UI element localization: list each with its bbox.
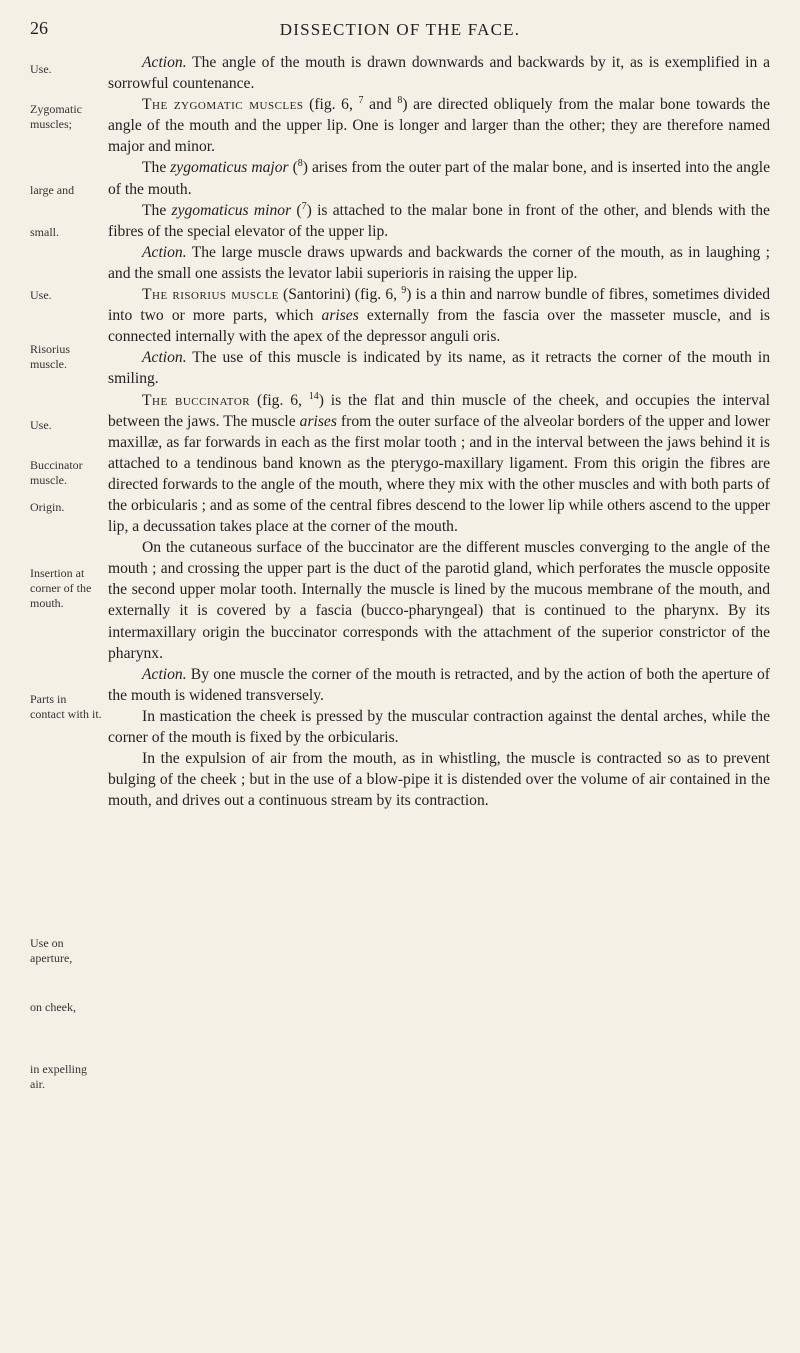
margin-note-parts-in-contact: Parts in contact with it. xyxy=(30,692,102,721)
margin-note-on-cheek: on cheek, xyxy=(30,1000,76,1014)
paragraph-lead: The zygomatic muscles xyxy=(142,96,304,114)
emphasis-arises: arises xyxy=(321,307,359,325)
page-number: 26 xyxy=(30,18,48,38)
paragraph-text: By one muscle the corner of the mouth is retracted, and by the action of both the aperture of the mouth is widened transversely. xyxy=(108,665,770,704)
paragraph-text: The large muscle draws upwards and backwards the corner of the mouth, as in laughing ; and the small one assists the levator labii superioris in raising the upper lip. xyxy=(108,243,770,282)
paragraph-text: externally from the fascia over the masseter muscle, and is connected internally with the apex of the depressor anguli oris. xyxy=(108,307,770,346)
paragraph-lead: zygomaticus minor xyxy=(171,201,292,219)
figure-number: 7 xyxy=(358,95,364,106)
margin-note-buccinator: Buccinator muscle. xyxy=(30,458,83,487)
paragraph-text: In the expulsion of air from the mouth, as in whistling, the muscle is contracted so as to prevent bulging of the cheek ; but in the use of a blow-pipe it is distended over the volume of air contained in the mouth, and drives out a continuous stream by its contraction. xyxy=(108,750,770,810)
margin-note-use: Use. xyxy=(30,62,52,76)
margin-note-risorius: Risorius muscle. xyxy=(30,342,71,371)
paragraph-lead: The buccinator xyxy=(142,391,251,409)
margin-note-insertion: Insertion at corner of the mouth. xyxy=(30,566,92,610)
margin-note-expelling-air: in expelling air. xyxy=(30,1062,87,1091)
figure-reference: (fig. 6, xyxy=(250,391,309,409)
paragraph-text: In mastication the cheek is pressed by the muscular contraction against the dental arches, while the corner of the mouth is fixed by the orbicularis. xyxy=(108,707,770,746)
margin-note-use: Use. xyxy=(30,418,52,432)
figure-number: 14 xyxy=(308,390,319,402)
paragraph xyxy=(108,200,770,242)
running-title: DISSECTION OF THE FACE. xyxy=(279,20,521,39)
paragraph-text: ) is a thin and narrow bundle of fibres, sometimes divided into two or more parts, which xyxy=(108,286,770,325)
paragraph xyxy=(108,157,770,199)
paragraph-prefix: The xyxy=(142,201,172,219)
paragraph-lead: Action. xyxy=(142,243,187,261)
figure-reference: ( xyxy=(288,159,298,177)
paragraph-text: ) are directed obliquely from the malar bone towards the angle of the mouth and the upper lip. One is longer and larger than the other; they are therefore named major and minor. xyxy=(108,96,770,156)
paragraph xyxy=(108,284,770,347)
margin-note-use: Use. xyxy=(30,288,52,302)
paragraph-lead: Action. xyxy=(142,54,187,71)
conjunction: and xyxy=(363,96,398,114)
paragraph-lead: Action. xyxy=(142,349,187,367)
emphasis-arises: arises xyxy=(299,412,337,430)
figure-number: 9 xyxy=(401,284,407,296)
margin-note-small: small. xyxy=(30,225,59,239)
paragraph-text: ) is the flat and thin muscle of the cheek, and occupies the interval between the jaws. The muscle xyxy=(108,391,771,430)
figure-reference: (Santorini) (fig. 6, xyxy=(278,286,402,304)
body-text xyxy=(108,52,770,811)
paragraph xyxy=(108,52,770,94)
figure-reference: (fig. 6, xyxy=(303,96,359,114)
figure-reference: ( xyxy=(291,201,302,219)
paragraph-text: from the outer surface of the alveolar borders of the upper and lower maxillæ, as far forwards in each as the first molar tooth ; and in the interval between the jaws behind it is attached to a tendinous band known as the pterygo-maxillary ligament. From this origin the fibres are directed forwards to the angle of the mouth, where they mix with the other muscles and with both parts of the orbicularis ; and as some of the central fibres descend to the lower lip while others ascend to the upper lip, a decussation takes place at the corner of the mouth. xyxy=(108,412,771,536)
paragraph xyxy=(108,242,770,284)
margin-note-large: large and xyxy=(30,183,75,197)
paragraph-lead: Action. xyxy=(142,665,187,683)
paragraph-text: ) is attached to the malar bone in front of the other, and blends with the fibres of the special elevator of the upper lip. xyxy=(108,201,770,240)
paragraph-prefix: The xyxy=(142,159,171,177)
paragraph-lead: zygomaticus major xyxy=(170,159,289,177)
margin-note-origin: Origin. xyxy=(30,500,65,514)
paragraph-text: ) arises from the outer part of the malar bone, and is inserted into the angle of the mouth. xyxy=(108,159,770,198)
margin-note-zygomatic: Zygomatic muscles; xyxy=(30,102,82,131)
paragraph xyxy=(108,347,770,389)
page-header xyxy=(0,16,800,46)
paragraph xyxy=(108,748,770,811)
margin-note-use-on-aperture: Use on aperture, xyxy=(30,936,73,965)
figure-number: 8 xyxy=(297,158,303,170)
paragraph xyxy=(108,390,770,538)
paragraph xyxy=(108,537,770,664)
paragraph xyxy=(108,94,770,157)
paragraph-lead: The risorius muscle xyxy=(142,286,279,304)
figure-number: 8 xyxy=(397,95,403,106)
paragraph xyxy=(108,664,770,706)
paragraph-text: On the cutaneous surface of the buccinator are the different muscles converging to the angle of the mouth ; and crossing the upper part is the duct of the parotid gland, which perforates the muscle opposite the second upper molar tooth. Internally the muscle is lined by the mucous membrane of the mouth, and externally it is covered by a fascia (bucco-pharyngeal) that is continued to the pharynx. By its intermaxillary origin the buccinator corresponds with the attachment of the superior constrictor of the pharynx. xyxy=(108,539,770,662)
figure-number: 7 xyxy=(301,200,307,212)
paragraph-text: The use of this muscle is indicated by its name, as it retracts the corner of the mouth in smiling. xyxy=(108,349,770,388)
paragraph-text: The angle of the mouth is drawn downwards and backwards by it, as is exemplified in a sorrowful countenance. xyxy=(108,54,770,93)
paragraph xyxy=(108,706,770,748)
